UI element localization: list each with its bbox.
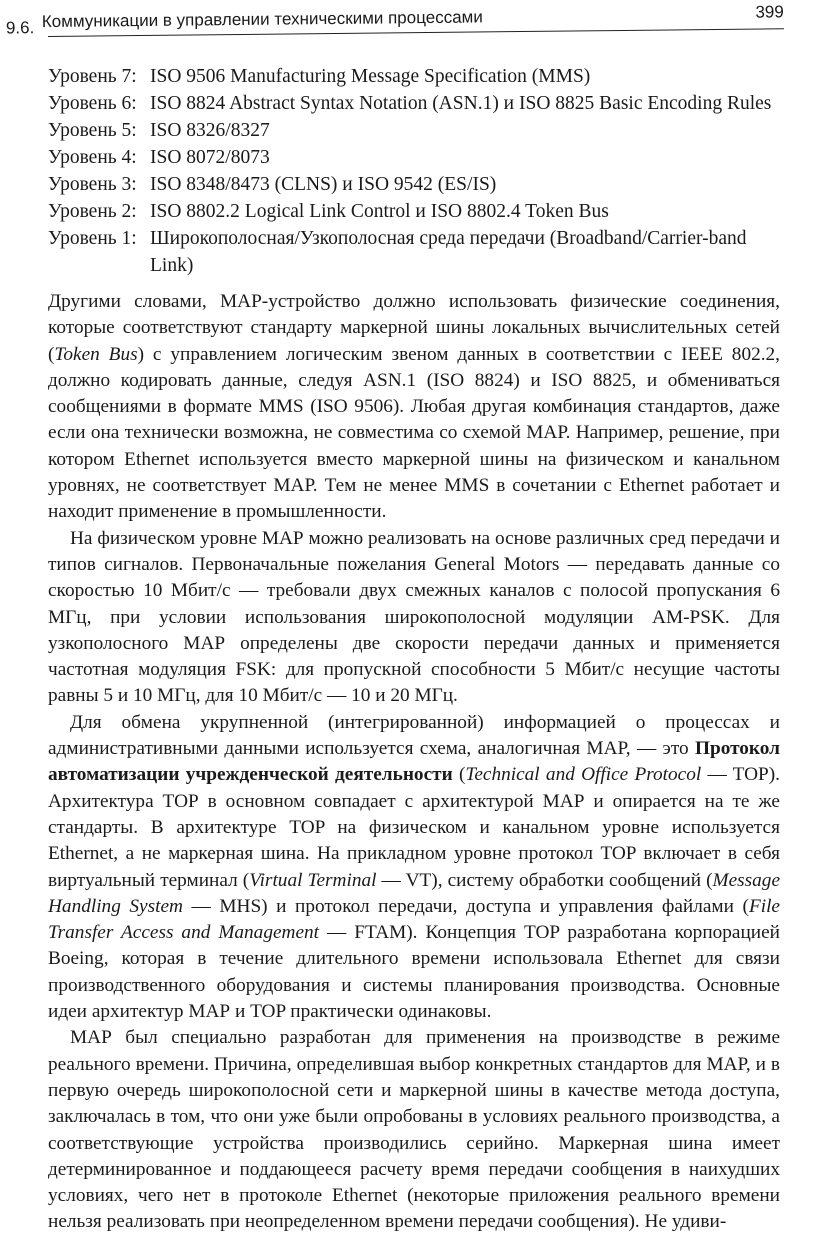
list-item: Уровень 6: ISO 8824 Abstract Syntax Notation (ASN.1) и ISO 8825 Basic Encoding Rules	[48, 93, 772, 114]
section-number: 9.6.	[5, 18, 35, 38]
page-number: 399	[755, 2, 784, 22]
list-item: Уровень 3: ISO 8348/8473 (CLNS) и ISO 9542 (ES/IS)	[48, 174, 497, 195]
list-item: Уровень 4: ISO 8072/8073	[48, 147, 270, 168]
running-header	[5, 0, 784, 38]
chapter-title: Коммуникации в управлении техническими процессами	[41, 7, 483, 32]
book-page	[5, 2, 784, 1236]
paragraph-4: МАР был специально разработан для применения на производстве в режиме реального времени. Причина, определившая выбор конкретных стандартов для МАР, и в первую очередь широкополосной сети и маркерной шины в качестве метода доступа, заключалась в том, что они уже были опробованы в условиях реального производства, а соответствующие устройства производились серийно. Маркерная шина имеет детерминированное и поддающееся расчету время передачи сообщения в наихудших условиях, чего нет в протоколе Ethernet (некоторые приложения реального времени нельзя реализовать при неопределенном времени передачи сообщения). Не удиви-	[48, 1027, 780, 1233]
list-item: Уровень 1: Широкополосная/Узкополосная среда передачи (Broadband/Carrier-band Link)	[48, 228, 747, 276]
paragraph-1: Другими словами, МАР-устройство должно использовать физические соединения, которые соответствуют стандарту маркерной шины локальных вычислительных сетей (Token Bus) с управлением логическим звеном данных в соответствии с IEEE 802.2, должно кодировать данные, следуя ASN.1 (ISO 8824) и ISO 8825, и обмениваться сообщениями в формате MMS (ISO 9506). Любая другая комбинация стандартов, даже если она технически возможна, не совместима со схемой МАР. Например, решение, при котором Ethernet используется вместо маркерной шины на физическом и канальном уровнях, не соответствует МАР. Тем не менее MMS в сочетании с Ethernet работает и находит применение в промышленности.	[48, 291, 781, 523]
osi-level-list	[48, 63, 780, 279]
list-item: Уровень 5: ISO 8326/8327	[48, 120, 270, 141]
body-text	[48, 289, 780, 1236]
paragraph-2: На физическом уровне МАР можно реализовать на основе различных сред передачи и типов сигналов. Первоначальные пожелания General Motors — передавать данные со скоростью 10 Мбит/с — требовали двух смежных каналов с полосой пропускания 6 МГц, при условии использования широкополосной модуляции AM-PSK. Для узкополосного МАР определены две скорости передачи данных и применяется частотная модуляция FSK: для пропускной способности 5 Мбит/с несущие частоты равны 5 и 10 МГц, для 10 Мбит/с — 10 и 20 МГц.	[48, 527, 780, 707]
paragraph-3: Для обмена укрупненной (интегрированной) информацией о процессах и административными данными используется схема, аналогичная МАР, — это Протокол автоматизации учрежденческой деятельности (Technical and Office Protocol — TOP). Архитектура ТОР в основном совпадает с архитектурой МАР и опирается на те же стандарты. В архитектуре TOP на физическом и канальном уровне используется Ethernet, а не маркерная шина. На прикладном уровне протокол TOP включает в себя виртуальный терминал (Virtual Terminal — VT), систему обработки сообщений (Message Handling System — MHS) и протокол передачи, доступа и управления файлами (File Transfer Access and Management — FTAM). Концепция TOP разработана корпорацией Boeing, которая в течение длительного времени использовала Ethernet для связи производственного оборудования и системы планирования производства. Основные идеи архитектур МАР и TOP практически одинаковы.	[48, 711, 780, 1023]
list-item: Уровень 2: ISO 8802.2 Logical Link Control и ISO 8802.4 Token Bus	[48, 201, 609, 222]
list-item: Уровень 7: ISO 9506 Manufacturing Message Specification (MMS)	[48, 66, 591, 87]
